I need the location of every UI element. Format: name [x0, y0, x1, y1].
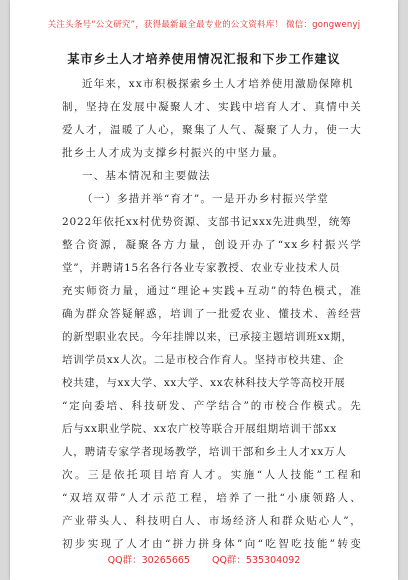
body-line: “双培双带”人才示范工程，培养了一批“小康领路人、 [62, 492, 362, 504]
qq-group-1: QQ群：30265665 [107, 555, 190, 566]
body-line: 的新型职业农民。今年挂牌以来，已承接主题培训班xx期， [62, 331, 353, 343]
body-line: 确为群众答疑解惑，培训了一批爱农业、懂技术、善经营 [62, 308, 362, 320]
body-line: 校共建，与xx大学、xx大学、xx农林科技大学等高校开展 [62, 377, 346, 389]
body-line: 批乡土人才成为支撑乡村振兴的中坚力量。 [62, 147, 285, 159]
promo-banner [10, 0, 398, 48]
body-line: （一）多措并举“育才”。一是开办乡村振兴学堂 [82, 193, 330, 205]
qq-group-2: QQ群：535304092 [211, 555, 301, 566]
body-line: 堂”，并聘请15名各行各业专家教授、农业专业技术人员 [62, 262, 341, 274]
footer-contact [10, 552, 398, 572]
body-line: 整合资源，凝聚各方力量，创设开办了“xx乡村振兴学 [62, 239, 362, 251]
body-line: 次。三是依托项目培育人才。实施“人人技能”工程和 [62, 469, 362, 481]
body-line: 2022年依托xx村优势资源、支部书记xxx先进典型，统筹 [62, 216, 352, 228]
body-line: “定向委培、科技研发、产学结合”的市校合作模式。先 [62, 400, 362, 412]
body-line: 爱人才，温暖了人心，聚集了人气、凝聚了人力，使一大 [62, 124, 362, 136]
body-line: 充实师资力量，通过“理论+实践+互动”的特色模式，准 [62, 285, 362, 297]
body-line: 制，坚持在发展中凝聚人才、实践中培育人才、真情中关 [62, 101, 362, 113]
body-line: 产业带头人、科技明白人、市场经济人和群众贴心人”， [62, 515, 362, 527]
document-page [10, 0, 398, 580]
body-line: 培训学员xx人次。二是市校合作育人。坚持市校共建、企 [62, 354, 345, 366]
section-heading: 一、基本情况和主要做法 [82, 170, 211, 182]
document-title: 某市乡土人才培养使用情况汇报和下步工作建议 [67, 52, 341, 66]
body-line: 人，聘请专家学者现场教学，培训干部和乡土人才xx万人 [62, 446, 347, 458]
body-line: 后与xx职业学院、xx农广校等联合开展组期培训干部xx [62, 423, 337, 435]
body-line: 初步实现了人才由“拼力拼身体”向“吃智吃技能”转变 [62, 538, 362, 550]
body-line: 近年来，xx市积极探索乡土人才培养使用激励保障机 [82, 78, 354, 90]
promo-text: 关注头条号“公文研究”，获得最新最全最专业的公文资料库！ 微信：gongwenyj [47, 20, 361, 30]
